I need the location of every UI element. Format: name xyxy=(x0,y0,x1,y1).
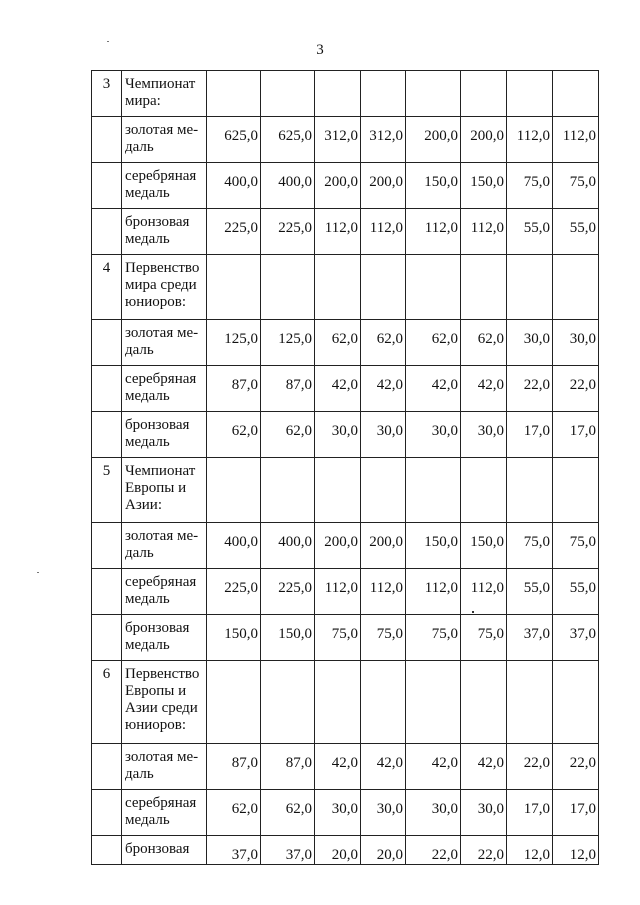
value-cell: 75,0 xyxy=(315,615,361,661)
value-cell: 200,0 xyxy=(315,523,361,569)
value-cell: 87,0 xyxy=(207,366,261,412)
row-number-cell xyxy=(92,790,122,836)
label-line: мира: xyxy=(125,93,161,109)
value-cell: 400,0 xyxy=(261,523,315,569)
label-line: медаль xyxy=(125,185,170,201)
value-cell: 87,0 xyxy=(261,744,315,790)
medal-label-cell xyxy=(122,569,207,615)
value-cell: 75,0 xyxy=(507,523,553,569)
row-number-cell: 6 xyxy=(92,661,122,744)
row-number-cell xyxy=(92,569,122,615)
value-cell: 200,0 xyxy=(361,523,406,569)
label-line: бронзовая xyxy=(125,214,190,230)
table-row xyxy=(92,569,599,615)
empty-cell xyxy=(315,255,361,320)
value-cell: 200,0 xyxy=(361,163,406,209)
label-line: серебряная xyxy=(125,574,197,590)
value-cell: 312,0 xyxy=(361,117,406,163)
section-title-cell xyxy=(122,255,207,320)
medal-label-cell xyxy=(122,523,207,569)
empty-cell xyxy=(315,71,361,117)
value-cell: 200,0 xyxy=(406,117,461,163)
empty-cell xyxy=(406,661,461,744)
medal-label-cell xyxy=(122,163,207,209)
empty-cell xyxy=(507,458,553,523)
value-cell: 75,0 xyxy=(361,615,406,661)
value-cell: 42,0 xyxy=(361,366,406,412)
value-cell: 30,0 xyxy=(406,412,461,458)
section-title-cell xyxy=(122,71,207,117)
value-cell: 42,0 xyxy=(361,744,406,790)
label-line: Чемпионат xyxy=(125,463,196,479)
value-cell: 400,0 xyxy=(207,523,261,569)
label-line: медаль xyxy=(125,812,170,828)
empty-cell xyxy=(553,71,599,117)
row-number-cell xyxy=(92,744,122,790)
empty-cell xyxy=(315,661,361,744)
value-cell: 55,0 xyxy=(507,569,553,615)
empty-cell xyxy=(361,458,406,523)
value-cell: 37,0 xyxy=(507,615,553,661)
table-row xyxy=(92,163,599,209)
value-cell: 112,0 xyxy=(361,569,406,615)
value-cell: 75,0 xyxy=(553,163,599,209)
empty-cell xyxy=(553,458,599,523)
value-cell: 225,0 xyxy=(207,569,261,615)
value-cell: 30,0 xyxy=(361,790,406,836)
row-number-cell: 3 xyxy=(92,71,122,117)
value-cell: 37,0 xyxy=(207,836,261,865)
label-line: бронзовая xyxy=(125,841,190,857)
value-cell: 30,0 xyxy=(361,412,406,458)
value-cell: 150,0 xyxy=(406,523,461,569)
section-title-cell xyxy=(122,661,207,744)
value-cell: 37,0 xyxy=(261,836,315,865)
label-line: серебряная xyxy=(125,371,197,387)
row-number-cell xyxy=(92,117,122,163)
value-cell: 75,0 xyxy=(406,615,461,661)
table-row xyxy=(92,412,599,458)
value-cell: 87,0 xyxy=(207,744,261,790)
value-cell: 20,0 xyxy=(315,836,361,865)
value-cell: 62,0 xyxy=(261,412,315,458)
section-heading-row xyxy=(92,71,599,117)
value-cell: 75,0 xyxy=(553,523,599,569)
empty-cell xyxy=(361,71,406,117)
value-cell: 225,0 xyxy=(261,209,315,255)
value-cell: 112,0 xyxy=(461,209,507,255)
empty-cell xyxy=(207,458,261,523)
value-cell: 112,0 xyxy=(406,569,461,615)
label-line: Европы и xyxy=(125,480,187,496)
value-cell: 200,0 xyxy=(461,117,507,163)
table-row xyxy=(92,615,599,661)
value-cell: 200,0 xyxy=(315,163,361,209)
label-line: бронзовая xyxy=(125,417,190,433)
value-cell: 42,0 xyxy=(406,744,461,790)
value-cell: 30,0 xyxy=(315,412,361,458)
value-cell: 125,0 xyxy=(261,320,315,366)
value-cell: 12,0 xyxy=(507,836,553,865)
value-cell: 125,0 xyxy=(207,320,261,366)
table-row xyxy=(92,320,599,366)
label-line: Европы и xyxy=(125,683,187,699)
value-cell: 150,0 xyxy=(261,615,315,661)
empty-cell xyxy=(261,71,315,117)
medal-label-cell xyxy=(122,366,207,412)
value-cell: 62,0 xyxy=(261,790,315,836)
label-line: даль xyxy=(125,139,154,155)
value-cell: 42,0 xyxy=(461,744,507,790)
medal-label-cell xyxy=(122,209,207,255)
value-cell: 30,0 xyxy=(315,790,361,836)
label-line: медаль xyxy=(125,231,170,247)
value-cell: 112,0 xyxy=(406,209,461,255)
value-cell: 22,0 xyxy=(406,836,461,865)
row-number-cell: 5 xyxy=(92,458,122,523)
value-cell: 22,0 xyxy=(507,366,553,412)
label-line: медаль xyxy=(125,637,170,653)
value-cell: 17,0 xyxy=(507,790,553,836)
value-cell: 22,0 xyxy=(553,366,599,412)
value-cell: 42,0 xyxy=(461,366,507,412)
medal-label-cell xyxy=(122,117,207,163)
label-line: золотая ме- xyxy=(125,749,199,765)
empty-cell xyxy=(406,71,461,117)
label-line: серебряная xyxy=(125,795,197,811)
value-cell: 62,0 xyxy=(207,412,261,458)
label-line: золотая ме- xyxy=(125,122,199,138)
value-cell: 150,0 xyxy=(207,615,261,661)
section-heading-row xyxy=(92,255,599,320)
value-cell: 30,0 xyxy=(461,790,507,836)
empty-cell xyxy=(261,255,315,320)
label-line: даль xyxy=(125,545,154,561)
empty-cell xyxy=(461,661,507,744)
label-line: Чемпионат xyxy=(125,76,196,92)
empty-cell xyxy=(507,255,553,320)
value-cell: 400,0 xyxy=(261,163,315,209)
empty-cell xyxy=(507,71,553,117)
value-cell: 17,0 xyxy=(553,790,599,836)
table-row xyxy=(92,836,599,865)
value-cell: 30,0 xyxy=(553,320,599,366)
value-cell: 17,0 xyxy=(553,412,599,458)
empty-cell xyxy=(261,661,315,744)
value-cell: 75,0 xyxy=(507,163,553,209)
value-cell: 42,0 xyxy=(315,744,361,790)
scan-speck xyxy=(107,41,109,42)
empty-cell xyxy=(553,255,599,320)
empty-cell xyxy=(315,458,361,523)
value-cell: 400,0 xyxy=(207,163,261,209)
label-line: серебряная xyxy=(125,168,197,184)
medal-label-cell xyxy=(122,320,207,366)
value-cell: 225,0 xyxy=(261,569,315,615)
section-title-cell xyxy=(122,458,207,523)
row-number-cell xyxy=(92,836,122,865)
section-heading-row xyxy=(92,458,599,523)
value-cell: 22,0 xyxy=(507,744,553,790)
label-line: золотая ме- xyxy=(125,325,199,341)
table-row xyxy=(92,209,599,255)
value-cell: 625,0 xyxy=(207,117,261,163)
value-cell: 42,0 xyxy=(315,366,361,412)
value-cell: 55,0 xyxy=(553,569,599,615)
row-number-cell xyxy=(92,366,122,412)
empty-cell xyxy=(507,661,553,744)
row-number-cell xyxy=(92,615,122,661)
value-cell: 150,0 xyxy=(461,523,507,569)
value-cell: 62,0 xyxy=(361,320,406,366)
empty-cell xyxy=(461,255,507,320)
value-cell: 312,0 xyxy=(315,117,361,163)
label-line: Первенство xyxy=(125,260,200,276)
row-number-cell xyxy=(92,523,122,569)
value-cell: 30,0 xyxy=(461,412,507,458)
value-cell: 112,0 xyxy=(461,569,507,615)
empty-cell xyxy=(207,661,261,744)
value-cell: 55,0 xyxy=(507,209,553,255)
label-line: Азии среди xyxy=(125,700,198,716)
row-number-cell xyxy=(92,163,122,209)
row-number-cell xyxy=(92,320,122,366)
label-line: даль xyxy=(125,342,154,358)
value-cell: 62,0 xyxy=(461,320,507,366)
value-cell: 22,0 xyxy=(461,836,507,865)
empty-cell xyxy=(553,661,599,744)
label-line: юниоров: xyxy=(125,294,187,310)
empty-cell xyxy=(461,71,507,117)
table-row xyxy=(92,366,599,412)
value-cell: 30,0 xyxy=(507,320,553,366)
empty-cell xyxy=(406,255,461,320)
value-cell: 17,0 xyxy=(507,412,553,458)
label-line: Первенство xyxy=(125,666,200,682)
value-cell: 30,0 xyxy=(406,790,461,836)
empty-cell xyxy=(207,255,261,320)
label-line: медаль xyxy=(125,434,170,450)
value-cell: 22,0 xyxy=(553,744,599,790)
empty-cell xyxy=(461,458,507,523)
label-line: бронзовая xyxy=(125,620,190,636)
empty-cell xyxy=(361,661,406,744)
value-cell: 12,0 xyxy=(553,836,599,865)
empty-cell xyxy=(207,71,261,117)
value-cell: 55,0 xyxy=(553,209,599,255)
value-cell: 62,0 xyxy=(406,320,461,366)
value-cell: 225,0 xyxy=(207,209,261,255)
empty-cell xyxy=(361,255,406,320)
row-number-cell: 4 xyxy=(92,255,122,320)
medal-label-cell xyxy=(122,615,207,661)
label-line: юниоров: xyxy=(125,717,187,733)
prize-table xyxy=(91,70,599,865)
scan-speck xyxy=(37,572,39,573)
value-cell: 75,0 xyxy=(461,615,507,661)
row-number-cell xyxy=(92,209,122,255)
label-line: мира среди xyxy=(125,277,197,293)
empty-cell xyxy=(406,458,461,523)
value-cell: 112,0 xyxy=(507,117,553,163)
row-number-cell xyxy=(92,412,122,458)
page-number: 3 xyxy=(316,42,324,58)
value-cell: 112,0 xyxy=(315,569,361,615)
medal-label-cell xyxy=(122,744,207,790)
value-cell: 150,0 xyxy=(461,163,507,209)
value-cell: 37,0 xyxy=(553,615,599,661)
medal-label-cell xyxy=(122,790,207,836)
label-line: даль xyxy=(125,766,154,782)
value-cell: 112,0 xyxy=(361,209,406,255)
value-cell: 20,0 xyxy=(361,836,406,865)
table-row xyxy=(92,523,599,569)
table-row xyxy=(92,117,599,163)
value-cell: 62,0 xyxy=(315,320,361,366)
label-line: золотая ме- xyxy=(125,528,199,544)
value-cell: 42,0 xyxy=(406,366,461,412)
label-line: медаль xyxy=(125,591,170,607)
value-cell: 112,0 xyxy=(553,117,599,163)
value-cell: 87,0 xyxy=(261,366,315,412)
value-cell: 625,0 xyxy=(261,117,315,163)
table-row xyxy=(92,790,599,836)
section-heading-row xyxy=(92,661,599,744)
value-cell: 150,0 xyxy=(406,163,461,209)
medal-label-cell xyxy=(122,412,207,458)
table-row xyxy=(92,744,599,790)
empty-cell xyxy=(261,458,315,523)
medal-label-cell xyxy=(122,836,207,865)
label-line: медаль xyxy=(125,388,170,404)
value-cell: 112,0 xyxy=(315,209,361,255)
value-cell: 62,0 xyxy=(207,790,261,836)
label-line: Азии: xyxy=(125,497,162,513)
